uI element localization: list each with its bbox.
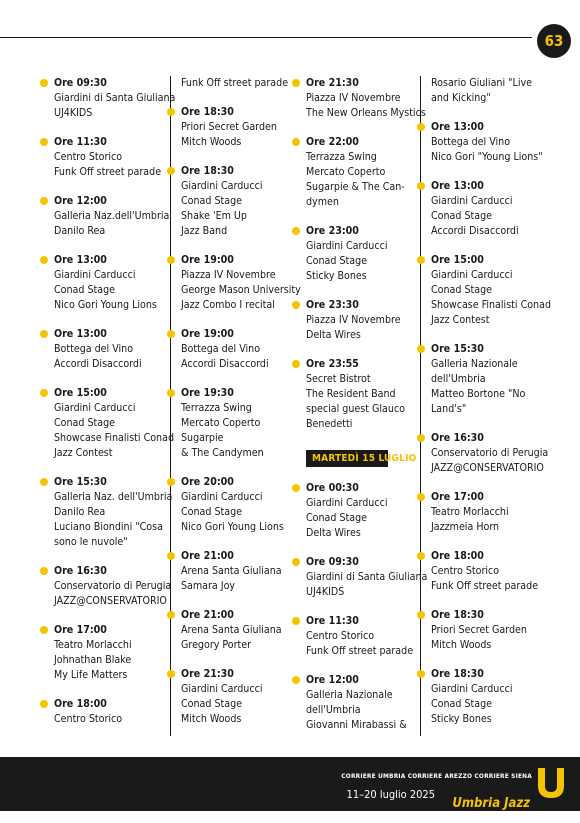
entry-line: Accordi Disaccordi <box>181 358 269 370</box>
schedule-entry <box>44 475 173 550</box>
schedule-entry <box>44 327 168 372</box>
entry-line: Conad Stage <box>431 284 492 296</box>
entry-time: Ore 18:30 <box>181 165 234 177</box>
entry-time: Ore 15:00 <box>54 387 107 399</box>
entry-time: Ore 21:00 <box>181 609 234 621</box>
entry-time: Ore 13:00 <box>54 254 107 266</box>
entry-line: dell'Umbria <box>431 373 486 385</box>
bullet-dot-icon <box>167 611 175 619</box>
entry-line: Galleria Nazionale <box>306 689 393 701</box>
entry-line: Mercato Coperto <box>306 166 386 178</box>
entry-line: Mercato Coperto <box>181 417 261 429</box>
entry-line: My Life Matters <box>54 669 128 681</box>
entry-line: and Kicking" <box>431 92 491 104</box>
entry-line: Terrazza Swing <box>306 151 377 163</box>
entry-time: Ore 20:00 <box>181 476 234 488</box>
schedule-entry <box>421 490 551 535</box>
entry-line: Accordi Disaccordi <box>431 225 519 237</box>
schedule-entry <box>421 253 551 328</box>
bullet-dot-icon <box>292 227 300 235</box>
entry-line: special guest Glauco <box>306 403 405 415</box>
entry-line: Funk Off street parade <box>431 580 539 592</box>
bullet-dot-icon <box>167 552 175 560</box>
entry-line: dymen <box>306 196 339 208</box>
entry-time: Ore 18:00 <box>431 550 484 562</box>
entry-line: Benedetti <box>306 418 353 430</box>
schedule-entry <box>171 105 289 150</box>
entry-time: Ore 21:00 <box>181 550 234 562</box>
schedule-entry <box>171 608 289 653</box>
bullet-dot-icon <box>167 108 175 116</box>
bullet-dot-icon <box>292 138 300 146</box>
entry-line: Sugarpie <box>181 432 224 444</box>
footer-dates: 11–20 luglio 2025 <box>346 788 435 801</box>
entry-line: Giardini Carducci <box>54 269 136 281</box>
bullet-dot-icon <box>40 256 48 264</box>
bullet-dot-icon <box>292 558 300 566</box>
schedule-entry <box>44 135 168 180</box>
entry-line: Jazzmeia Horn <box>431 521 500 533</box>
entry-line: Showcase Finalisti Conad <box>431 299 551 311</box>
entry-time: Ore 15:30 <box>54 476 107 488</box>
entry-line: Giardini di Santa Giuliana <box>54 92 176 104</box>
entry-line: Matteo Bortone "No <box>431 388 526 400</box>
schedule-entry <box>171 327 289 372</box>
entry-line: The Resident Band <box>306 388 396 400</box>
entry-time: Ore 00:30 <box>306 482 359 494</box>
entry-line: Mitch Woods <box>431 639 492 651</box>
entry-time: Ore 23:30 <box>306 299 359 311</box>
schedule-entry <box>421 549 551 594</box>
entry-time: Ore 15:30 <box>431 343 484 355</box>
bullet-dot-icon <box>292 617 300 625</box>
entry-line: Conad Stage <box>431 698 492 710</box>
entry-line: Mitch Woods <box>181 713 242 725</box>
bullet-dot-icon <box>417 552 425 560</box>
entry-line: Showcase Finalisti Conad <box>54 432 174 444</box>
entry-line: Johnathan Blake <box>54 654 132 666</box>
schedule-entry <box>296 76 426 121</box>
bullet-dot-icon <box>292 301 300 309</box>
entry-time: Ore 22:00 <box>306 136 359 148</box>
entry-time: Ore 23:00 <box>306 225 359 237</box>
entry-line: The New Orleans Mystics <box>306 107 426 119</box>
entry-time: Ore 21:30 <box>306 77 359 89</box>
entry-time: Ore 16:30 <box>431 432 484 444</box>
entry-line: Sugarpie & The Can- <box>306 181 405 193</box>
schedule-entry <box>421 667 551 727</box>
bullet-dot-icon <box>417 434 425 442</box>
bullet-dot-icon <box>417 670 425 678</box>
bullet-dot-icon <box>417 611 425 619</box>
entry-time: Ore 18:00 <box>54 698 107 710</box>
entry-line: Nico Gori Young Lions <box>181 521 284 533</box>
entry-line: Conad Stage <box>54 417 115 429</box>
entry-line: Piazza IV Novembre <box>306 92 401 104</box>
entry-line: Galleria Nazionale <box>431 358 518 370</box>
entry-time: Ore 13:00 <box>54 328 107 340</box>
bullet-dot-icon <box>40 567 48 575</box>
entry-line: Bottega del Vino <box>181 343 261 355</box>
entry-line: Sticky Bones <box>431 713 492 725</box>
schedule-entry <box>296 555 428 600</box>
entry-line: Giardini Carducci <box>54 402 136 414</box>
schedule-column-3 <box>296 76 428 736</box>
entry-line: Giardini Carducci <box>306 497 388 509</box>
entry-line: Jazz Band <box>181 225 228 237</box>
entry-time: Ore 23:55 <box>306 358 359 370</box>
footer-brand: Umbria Jazz <box>452 796 530 811</box>
entry-line: Delta Wires <box>306 329 361 341</box>
schedule-entry <box>44 623 168 683</box>
bullet-dot-icon <box>292 360 300 368</box>
bullet-dot-icon <box>292 79 300 87</box>
entry-line: Arena Santa Giuliana <box>181 565 282 577</box>
bullet-dot-icon <box>417 493 425 501</box>
schedule-column-2 <box>170 76 301 736</box>
entry-line: UJ4KIDS <box>306 586 345 598</box>
bullet-dot-icon <box>417 345 425 353</box>
bullet-dot-icon <box>40 197 48 205</box>
entry-time: Ore 15:00 <box>431 254 484 266</box>
entry-time: Ore 19:00 <box>181 328 234 340</box>
entry-line: Mitch Woods <box>181 136 242 148</box>
entry-line: Bottega del Vino <box>54 343 134 355</box>
top-rule <box>0 37 532 38</box>
entry-line: Danilo Rea <box>54 225 106 237</box>
entry-time: Ore 16:30 <box>54 565 107 577</box>
schedule-entry <box>171 164 289 239</box>
entry-line: Secret Bistrot <box>306 373 371 385</box>
entry-line: Shake 'Em Up <box>181 210 247 222</box>
schedule-entry <box>44 253 168 313</box>
schedule-column-1 <box>44 76 176 736</box>
entry-line: Conad Stage <box>306 512 367 524</box>
entry-line: Giovanni Mirabassi & <box>306 719 407 731</box>
schedule-entry <box>44 76 176 121</box>
entry-time: Ore 11:30 <box>306 615 359 627</box>
entry-line: Jazz Contest <box>431 314 490 326</box>
schedule-entry <box>44 386 174 461</box>
bullet-dot-icon <box>167 256 175 264</box>
bullet-dot-icon <box>40 138 48 146</box>
entry-line: Giardini Carducci <box>181 491 263 503</box>
entry-line: Conad Stage <box>181 506 242 518</box>
entry-line: Conservatorio di Perugia <box>431 447 549 459</box>
entry-line: Teatro Morlacchi <box>54 639 132 651</box>
entry-line: UJ4KIDS <box>54 107 93 119</box>
schedule-entry <box>421 179 551 239</box>
entry-line: JAZZ@CONSERVATORIO <box>54 595 167 607</box>
schedule-entry <box>44 697 168 727</box>
entry-line: Centro Storico <box>54 713 123 725</box>
entry-line: Giardini Carducci <box>431 683 513 695</box>
entry-line: Piazza IV Novembre <box>181 269 276 281</box>
entry-line: Gregory Porter <box>181 639 252 651</box>
bullet-dot-icon <box>167 478 175 486</box>
entry-line: Giardini Carducci <box>306 240 388 252</box>
entry-time: Ore 21:30 <box>181 668 234 680</box>
entry-line: Giardini Carducci <box>181 683 263 695</box>
entry-line: Jazz Combo I recital <box>181 299 275 311</box>
entry-line: Arena Santa Giuliana <box>181 624 282 636</box>
bullet-dot-icon <box>167 670 175 678</box>
entry-time: Ore 18:30 <box>431 668 484 680</box>
entry-line: Land's" <box>431 403 467 415</box>
schedule-entry <box>421 120 551 165</box>
bullet-dot-icon <box>417 123 425 131</box>
entry-line: Conad Stage <box>306 255 367 267</box>
entry-line: Conad Stage <box>54 284 115 296</box>
schedule-column-4 <box>420 76 551 736</box>
bullet-dot-icon <box>167 330 175 338</box>
entry-line: Centro Storico <box>431 565 500 577</box>
entry-time: Ore 17:00 <box>54 624 107 636</box>
umbria-jazz-logo-icon <box>536 766 566 800</box>
schedule-entry <box>421 342 551 417</box>
entry-line: Conad Stage <box>181 698 242 710</box>
entry-line: Priori Secret Garden <box>181 121 277 133</box>
bullet-dot-icon <box>40 478 48 486</box>
schedule-entry <box>296 357 414 432</box>
bullet-dot-icon <box>40 79 48 87</box>
entry-line: Terrazza Swing <box>181 402 252 414</box>
entry-line: George Mason University <box>181 284 301 296</box>
entry-line: Giardini di Santa Giuliana <box>306 571 428 583</box>
entry-line: Rosario Giuliani "Live <box>431 77 532 89</box>
schedule-entry <box>296 298 414 343</box>
entry-time: Ore 12:00 <box>54 195 107 207</box>
day-header: MARTEDÌ 15 LUGLIO <box>306 450 388 467</box>
schedule-entry <box>171 549 289 594</box>
bullet-dot-icon <box>292 676 300 684</box>
entry-time: Ore 09:30 <box>306 556 359 568</box>
entry-time: Ore 13:00 <box>431 180 484 192</box>
schedule-entry <box>171 253 301 313</box>
entry-time: Ore 12:00 <box>306 674 359 686</box>
entry-time: Ore 19:00 <box>181 254 234 266</box>
entry-line: Giardini Carducci <box>431 195 513 207</box>
schedule-entry <box>296 614 414 659</box>
entry-line: Jazz Contest <box>54 447 113 459</box>
entry-line: Nico Gori "Young Lions" <box>431 151 543 163</box>
entry-line: Bottega del Vino <box>431 136 511 148</box>
entry-line: Giardini Carducci <box>431 269 513 281</box>
entry-time: Ore 11:30 <box>54 136 107 148</box>
entry-line: Danilo Rea <box>54 506 106 518</box>
entry-line: Luciano Biondini "Cosa <box>54 521 163 533</box>
entry-line: JAZZ@CONSERVATORIO <box>431 462 544 474</box>
entry-line: Teatro Morlacchi <box>431 506 509 518</box>
bullet-dot-icon <box>40 626 48 634</box>
entry-line: Conad Stage <box>181 195 242 207</box>
footer-publishers: CORRIERE UMBRIA CORRIERE AREZZO CORRIERE SIENA <box>341 772 532 780</box>
schedule-entry <box>44 194 168 239</box>
schedule-entry <box>171 76 289 91</box>
entry-line: sono le nuvole" <box>54 536 128 548</box>
entry-time: Ore 09:30 <box>54 77 107 89</box>
schedule-entry <box>421 431 551 476</box>
entry-line: Galleria Naz.dell'Umbria <box>54 210 170 222</box>
entry-time: Ore 19:30 <box>181 387 234 399</box>
entry-line: Nico Gori Young Lions <box>54 299 157 311</box>
entry-line: Galleria Naz. dell'Umbria <box>54 491 173 503</box>
entry-line: Centro Storico <box>306 630 375 642</box>
entry-line: Centro Storico <box>54 151 123 163</box>
entry-line: Funk Off street parade <box>181 77 289 89</box>
schedule-entry <box>296 135 414 210</box>
entry-time: Ore 17:00 <box>431 491 484 503</box>
entry-line: Sticky Bones <box>306 270 367 282</box>
schedule-entry <box>296 481 414 541</box>
schedule-entry <box>421 76 551 106</box>
schedule-entry <box>296 224 414 284</box>
schedule-entry <box>421 608 551 653</box>
entry-line: Conservatorio di Perugia <box>54 580 172 592</box>
schedule-entry <box>171 386 289 461</box>
entry-line: dell'Umbria <box>306 704 361 716</box>
entry-line: & The Candymen <box>181 447 264 459</box>
entry-line: Funk Off street parade <box>54 166 162 178</box>
schedule-entry <box>44 564 172 609</box>
bullet-dot-icon <box>417 182 425 190</box>
entry-time: Ore 13:00 <box>431 121 484 133</box>
page-number: 63 <box>544 32 564 50</box>
bullet-dot-icon <box>40 700 48 708</box>
bullet-dot-icon <box>167 389 175 397</box>
entry-line: Funk Off street parade <box>306 645 414 657</box>
entry-line: Accordi Disaccordi <box>54 358 142 370</box>
entry-line: Priori Secret Garden <box>431 624 527 636</box>
entry-line: Piazza IV Novembre <box>306 314 401 326</box>
schedule-entry <box>296 673 414 733</box>
bullet-dot-icon <box>292 484 300 492</box>
entry-time: Ore 18:30 <box>181 106 234 118</box>
entry-line: Giardini Carducci <box>181 180 263 192</box>
entry-line: Conad Stage <box>431 210 492 222</box>
bullet-dot-icon <box>167 167 175 175</box>
bullet-dot-icon <box>40 389 48 397</box>
entry-line: Delta Wires <box>306 527 361 539</box>
bullet-dot-icon <box>40 330 48 338</box>
entry-line: Samara Joy <box>181 580 236 592</box>
schedule-entry <box>171 667 289 727</box>
schedule-entry <box>171 475 289 535</box>
page-number-badge <box>537 24 571 58</box>
entry-time: Ore 18:30 <box>431 609 484 621</box>
bullet-dot-icon <box>417 256 425 264</box>
